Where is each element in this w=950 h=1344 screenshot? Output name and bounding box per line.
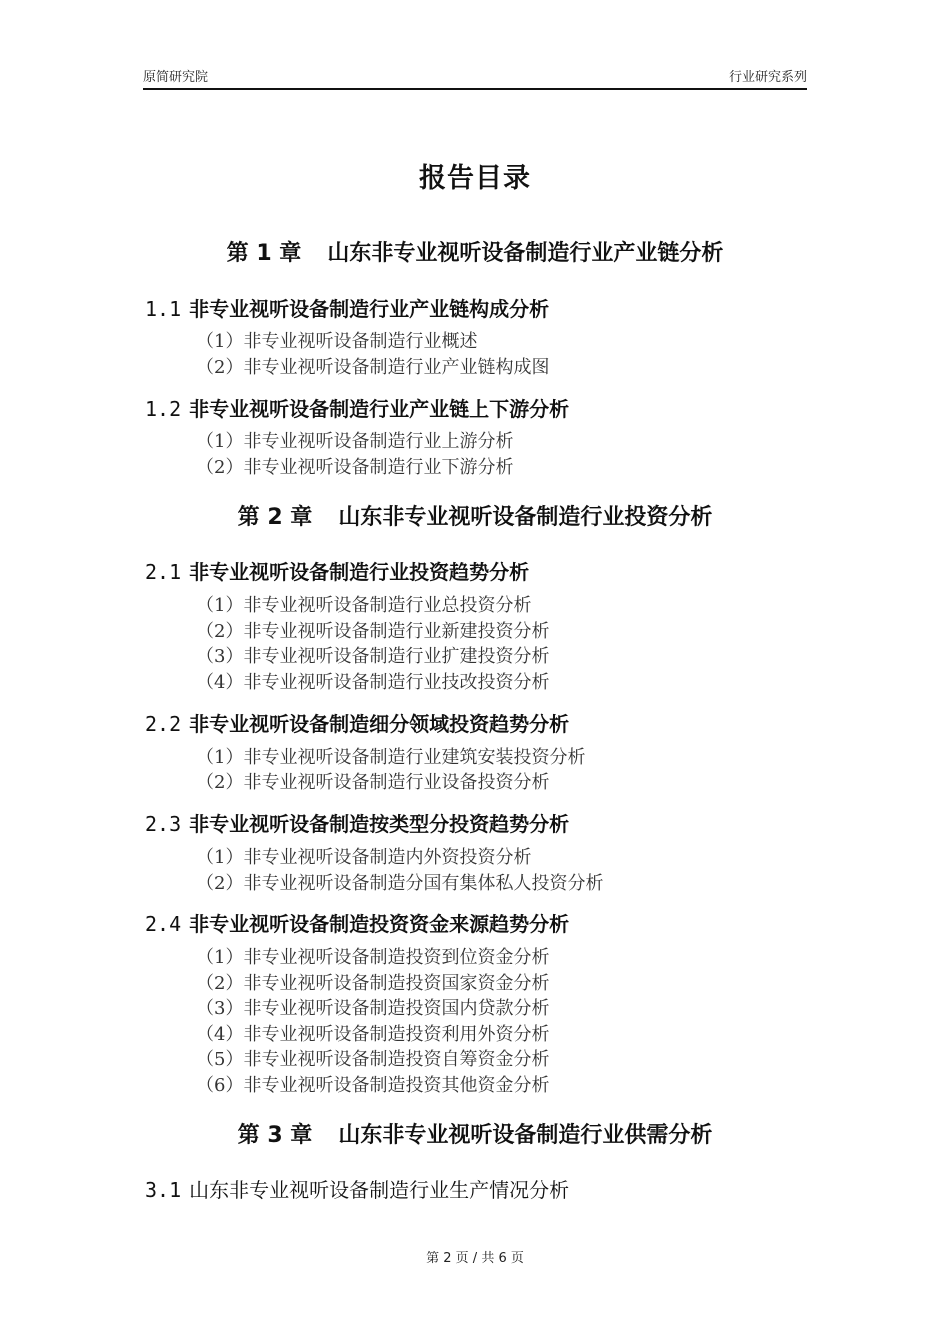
toc-item: （1）非专业视听设备制造行业总投资分析 <box>196 595 532 616</box>
header-org-name: 原简研究院 <box>143 70 209 85</box>
section-number: 2.2 <box>145 712 182 736</box>
toc-item: （1）非专业视听设备制造内外资投资分析 <box>196 847 532 868</box>
section-title: 非专业视听设备制造行业投资趋势分析 <box>189 560 530 584</box>
chapter-2-heading <box>0 500 950 531</box>
toc-item: （3）非专业视听设备制造行业扩建投资分析 <box>196 646 550 667</box>
header-series-name: 行业研究系列 <box>728 70 807 85</box>
toc-item: （2）非专业视听设备制造分国有集体私人投资分析 <box>196 873 604 894</box>
chapter-1-heading <box>0 236 950 267</box>
section-3-1-heading <box>145 1174 569 1203</box>
section-title: 非专业视听设备制造行业产业链构成分析 <box>189 297 550 321</box>
toc-item: （1）非专业视听设备制造行业概述 <box>196 331 478 352</box>
section-title: 非专业视听设备制造投资资金来源趋势分析 <box>189 912 570 936</box>
page-header <box>143 66 807 90</box>
chapter-title: 山东非专业视听设备制造行业投资分析 <box>338 505 713 530</box>
toc-item: （3）非专业视听设备制造投资国内贷款分析 <box>196 998 550 1019</box>
toc-item: （2）非专业视听设备制造行业设备投资分析 <box>196 772 550 793</box>
section-number: 2.1 <box>145 560 182 584</box>
section-title: 非专业视听设备制造按类型分投资趋势分析 <box>189 812 570 836</box>
section-number: 2.3 <box>145 812 182 836</box>
section-number: 1.2 <box>145 397 182 421</box>
chapter-number: 第 2 章 <box>237 505 313 530</box>
page-number-footer: 第 2 页 / 共 6 页 <box>426 1251 524 1266</box>
section-number: 1.1 <box>145 297 182 321</box>
page-title: 报告目录 <box>419 163 531 194</box>
section-2-2-heading <box>145 708 569 737</box>
toc-item: （5）非专业视听设备制造投资自筹资金分析 <box>196 1049 550 1070</box>
toc-item: （2）非专业视听设备制造行业产业链构成图 <box>196 357 550 378</box>
toc-item: （1）非专业视听设备制造行业上游分析 <box>196 431 514 452</box>
toc-item: （1）非专业视听设备制造行业建筑安装投资分析 <box>196 747 586 768</box>
section-1-2-heading <box>145 393 569 422</box>
section-2-3-heading <box>145 808 569 837</box>
chapter-number: 第 1 章 <box>226 241 302 266</box>
section-1-1-heading <box>145 293 549 322</box>
section-title: 非专业视听设备制造行业产业链上下游分析 <box>189 397 570 421</box>
section-number: 3.1 <box>145 1178 182 1202</box>
section-2-1-heading <box>145 556 529 585</box>
toc-item: （4）非专业视听设备制造行业技改投资分析 <box>196 672 550 693</box>
toc-item: （2）非专业视听设备制造行业新建投资分析 <box>196 621 550 642</box>
chapter-number: 第 3 章 <box>237 1123 313 1148</box>
toc-item: （1）非专业视听设备制造投资到位资金分析 <box>196 947 550 968</box>
section-title: 非专业视听设备制造细分领域投资趋势分析 <box>189 712 570 736</box>
section-2-4-heading <box>145 908 569 937</box>
chapter-title: 山东非专业视听设备制造行业产业链分析 <box>327 241 724 266</box>
chapter-title: 山东非专业视听设备制造行业供需分析 <box>338 1123 713 1148</box>
toc-item: （2）非专业视听设备制造投资国家资金分析 <box>196 973 550 994</box>
toc-item: （6）非专业视听设备制造投资其他资金分析 <box>196 1075 550 1096</box>
toc-item: （2）非专业视听设备制造行业下游分析 <box>196 457 514 478</box>
toc-item: （4）非专业视听设备制造投资利用外资分析 <box>196 1024 550 1045</box>
section-title: 山东非专业视听设备制造行业生产情况分析 <box>189 1178 570 1202</box>
section-number: 2.4 <box>145 912 182 936</box>
chapter-3-heading <box>0 1118 950 1149</box>
